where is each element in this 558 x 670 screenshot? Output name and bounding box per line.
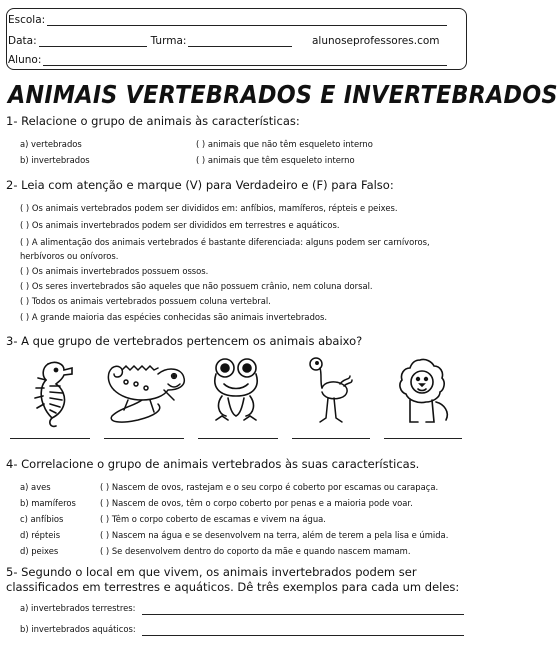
page-title: ANIMAIS VERTEBRADOS E INVERTEBRADOS: [8, 80, 558, 109]
school-field[interactable]: [47, 16, 447, 26]
q5-b-answer-line[interactable]: [142, 635, 464, 636]
q5-a-answer-line[interactable]: [142, 614, 464, 615]
school-label: Escola:: [8, 14, 46, 26]
answer-line-lion[interactable]: [384, 438, 462, 439]
q1-question: 1- Relacione o grupo de animais às características:: [6, 114, 300, 128]
lion-icon: [396, 358, 454, 426]
student-row: [8, 54, 447, 66]
q1-left-b: b) invertebrados: [20, 155, 90, 165]
frog-icon: [208, 356, 264, 426]
q4-question: 4- Correlacione o grupo de animais vertebrados às suas características.: [6, 457, 420, 471]
q2-question: 2- Leia com atenção e marque (V) para Verdadeiro e (F) para Falso:: [6, 178, 394, 192]
q4-right-1[interactable]: ( ) Nascem de ovos, rastejam e o seu corpo é coberto por escamas ou carapaça.: [100, 482, 439, 492]
q2-item-4[interactable]: ( ) Os animais invertebrados possuem ossos.: [20, 266, 209, 276]
q4-left-c: c) anfíbios: [20, 514, 64, 524]
q1-right-1[interactable]: ( ) animais que não têm esqueleto interno: [196, 139, 373, 149]
answer-line-ostrich[interactable]: [292, 438, 370, 439]
site-name: alunoseprofessores.com: [312, 35, 440, 47]
ostrich-icon: [300, 352, 354, 426]
iguana-icon: [98, 360, 190, 428]
answer-line-frog[interactable]: [198, 438, 278, 439]
q4-right-2[interactable]: ( ) Nascem de ovos, têm o corpo coberto por penas e a maioria pode voar.: [100, 498, 413, 508]
date-label: Data:: [8, 35, 37, 47]
q2-item-5[interactable]: ( ) Os seres invertebrados são aqueles que não possuem crânio, nem coluna dorsal.: [20, 281, 373, 291]
q5-question-line1: 5- Segundo o local em que vivem, os animais invertebrados podem ser: [6, 565, 417, 579]
answer-line-iguana[interactable]: [104, 438, 184, 439]
q2-item-3[interactable]: ( ) A alimentação dos animais vertebrados é bastante diferenciada: alguns podem ser carnívoros,: [20, 237, 430, 247]
q4-right-5[interactable]: ( ) Se desenvolvem dentro do coporto da mãe e quando nascem mamam.: [100, 546, 411, 556]
q5-question-line2: classificados em terrestres e aquáticos. Dê três exemplos para cada um deles:: [6, 580, 460, 594]
class-label: Turma:: [150, 35, 187, 47]
seahorse-icon: [28, 358, 78, 430]
date-field[interactable]: [39, 37, 147, 47]
q5-a-label: a) invertebrados terrestres:: [20, 603, 136, 613]
q4-left-b: b) mamíferos: [20, 498, 76, 508]
q2-item-7[interactable]: ( ) A grande maioria das espécies conhecidas são animais invertebrados.: [20, 312, 328, 322]
q2-item-3-cont: herbívoros ou onívoros.: [20, 251, 119, 261]
q4-right-4[interactable]: ( ) Nascem na água e se desenvolvem na terra, além de terem a pela lisa e úmida.: [100, 530, 449, 540]
date-row: [8, 35, 292, 47]
student-label: Aluno:: [8, 54, 42, 66]
q1-right-2[interactable]: ( ) animais que têm esqueleto interno: [196, 155, 355, 165]
q5-b-label: b) invertebrados aquáticos:: [20, 624, 136, 634]
q2-item-1[interactable]: ( ) Os animais vertebrados podem ser divididos em: anfíbios, mamíferos, répteis e peixes.: [20, 203, 398, 213]
student-field[interactable]: [43, 56, 447, 66]
q2-item-6[interactable]: ( ) Todos os animais vertebrados possuem coluna vertebral.: [20, 296, 271, 306]
q4-right-3[interactable]: ( ) Têm o corpo coberto de escamas e vivem na água.: [100, 514, 326, 524]
class-field[interactable]: [188, 37, 292, 47]
answer-line-seahorse[interactable]: [10, 438, 90, 439]
q3-question: 3- A que grupo de vertebrados pertencem os animais abaixo?: [6, 334, 363, 348]
q2-item-2[interactable]: ( ) Os animais invertebrados podem ser divididos em terrestres e aquáticos.: [20, 220, 340, 230]
school-row: [8, 14, 447, 26]
q4-left-e: d) peixes: [20, 546, 59, 556]
q1-left-a: a) vertebrados: [20, 139, 82, 149]
q4-left-d: d) répteis: [20, 530, 61, 540]
q4-left-a: a) aves: [20, 482, 51, 492]
